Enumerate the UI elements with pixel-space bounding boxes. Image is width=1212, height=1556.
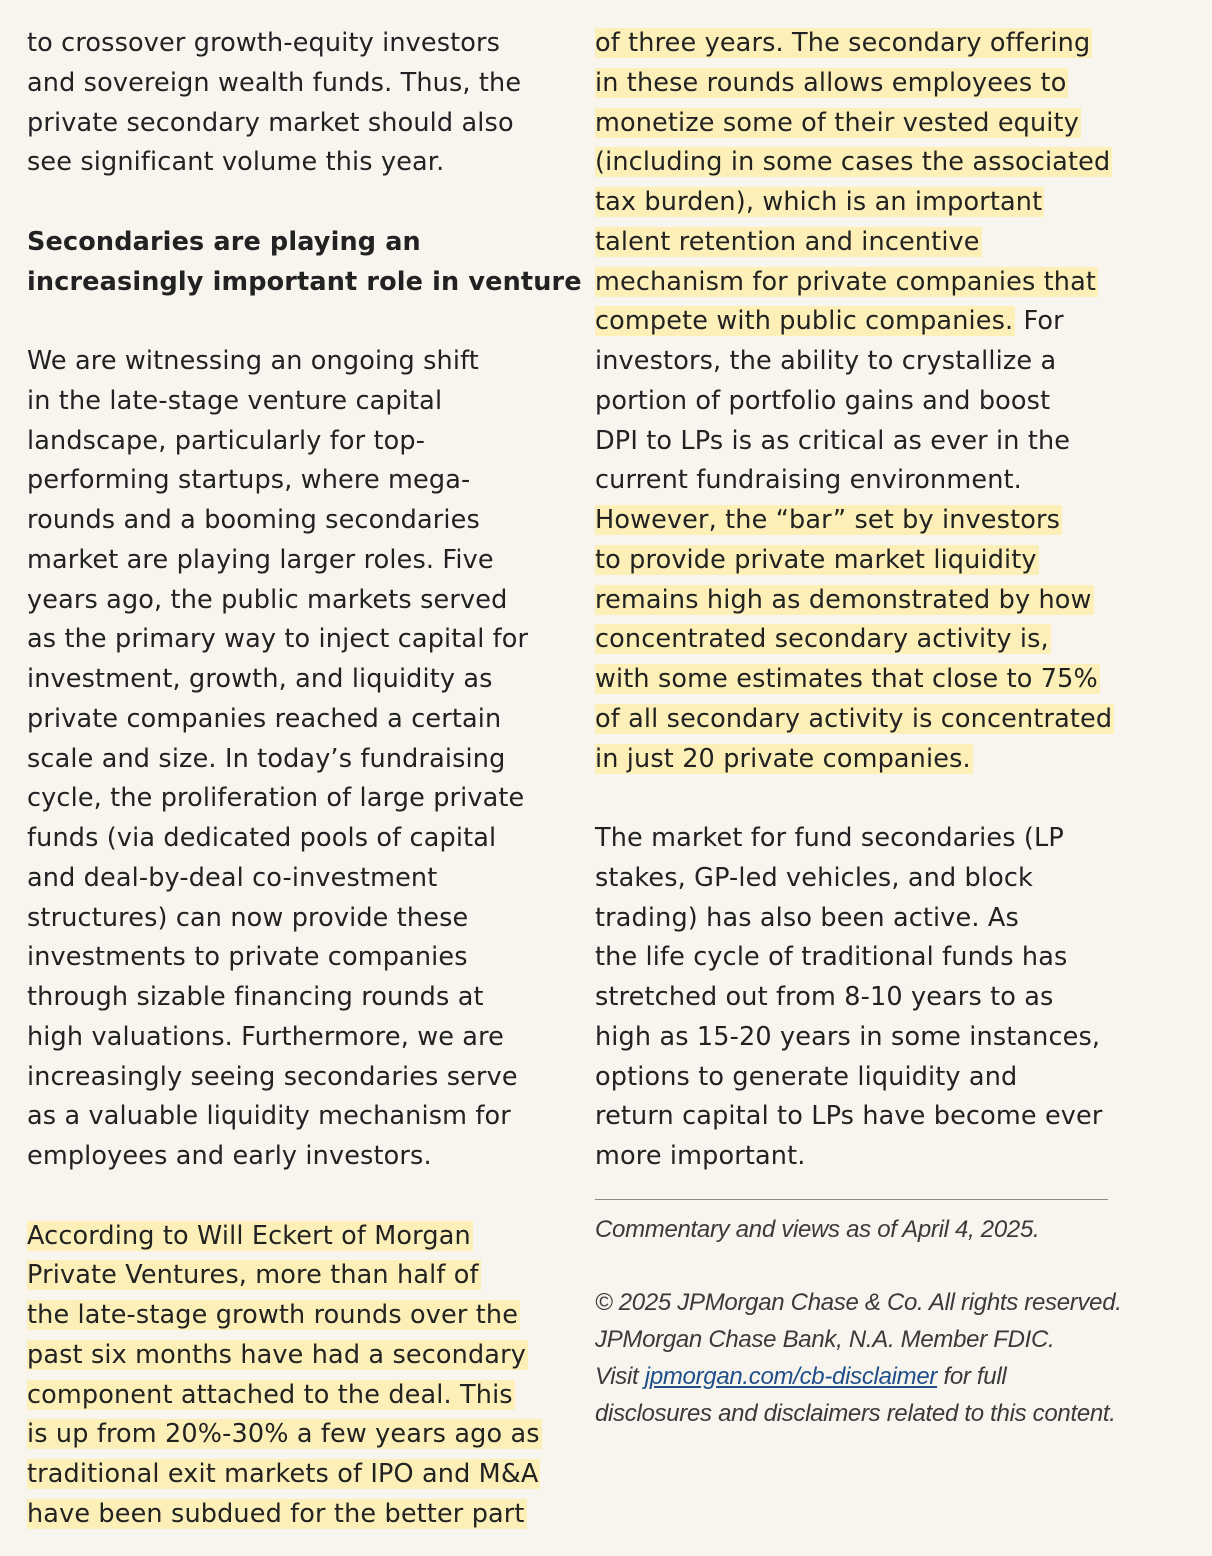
visit-line <box>595 1359 1110 1396</box>
right-column <box>595 24 1122 1432</box>
visit-suffix: for full <box>937 1362 1007 1390</box>
text-line: investments to private companies <box>27 942 468 973</box>
highlight-text: Private Ventures, more than half of <box>27 1260 479 1291</box>
text-line: cycle, the proliferation of large private <box>27 783 525 814</box>
text-line: increasingly seeing secondaries serve <box>27 1061 518 1092</box>
visit-prefix: Visit <box>595 1362 645 1390</box>
body-paragraph <box>595 819 1110 1177</box>
text-line <box>595 263 1110 303</box>
text-line: structures) can now provide these <box>27 902 469 933</box>
highlight-text: mechanism for private companies that <box>595 266 1097 297</box>
highlighted-line <box>27 1455 557 1495</box>
highlight-text: component attached to the deal. This <box>27 1379 513 1410</box>
highlight-text: of all secondary activity is concentrated <box>595 703 1113 734</box>
text-line: landscape, particularly for top- <box>27 425 426 456</box>
mixed-highlight-paragraph <box>595 24 1113 779</box>
text-line <box>595 740 1110 780</box>
highlighted-line <box>27 1256 557 1296</box>
text-line <box>595 581 1110 621</box>
text-line <box>595 143 1110 183</box>
text-line: portion of portfolio gains and boost <box>595 385 1051 416</box>
text-line: investment, growth, and liquidity as <box>27 664 493 694</box>
text-line <box>595 620 1110 660</box>
highlight-text: monetize some of their vested equity <box>595 107 1079 138</box>
text-line: market are playing larger roles. Five <box>27 544 494 575</box>
text-line: investors, the ability to crystallize a <box>595 346 1057 376</box>
text-line: employees and early investors. <box>27 1141 432 1171</box>
highlighted-paragraph <box>27 1217 557 1535</box>
highlighted-line <box>27 1336 557 1376</box>
highlight-text: in these rounds allows employees to <box>595 67 1067 98</box>
text-line: in the late-stage venture capital <box>27 385 443 416</box>
text-line: stretched out from 8-10 years to as <box>595 982 1054 1012</box>
left-column <box>27 24 582 1535</box>
text-line: performing startups, where mega- <box>27 465 471 496</box>
text-line <box>595 104 1110 144</box>
highlight-text: compete with public companies. <box>595 306 1014 337</box>
highlight-text: talent retention and incentive <box>595 226 980 257</box>
text-line: see significant volume this year. <box>27 147 445 178</box>
heading-line: Secondaries are playing an <box>27 226 421 257</box>
text-line: DPI to LPs is as critical as ever in the <box>595 425 1071 456</box>
text-line: high valuations. Furthermore, we are <box>27 1021 504 1052</box>
highlight-text: is up from 20%-30% a few years ago as <box>27 1419 540 1450</box>
highlight-text: concentrated secondary activity is, <box>595 624 1049 655</box>
text-line: as the primary way to inject capital for <box>27 624 529 655</box>
text-line: to crossover growth-equity investors <box>27 28 501 58</box>
text-line <box>595 64 1110 104</box>
highlight-text: of three years. The secondary offering <box>595 28 1091 58</box>
highlight-text: have been subdued for the better part <box>27 1498 525 1529</box>
footnote <box>595 1212 1122 1432</box>
text-line: and deal-by-deal co-investment <box>27 862 438 893</box>
text-line <box>595 24 1110 64</box>
text-line: high as 15-20 years in some instances, <box>595 1021 1101 1052</box>
text-line: and sovereign wealth funds. Thus, the <box>27 67 522 98</box>
footnote-divider <box>595 1199 1108 1200</box>
text-line: the life cycle of traditional funds has <box>595 942 1068 973</box>
highlight-text: According to Will Eckert of Morgan <box>27 1220 471 1251</box>
text-line: return capital to LPs have become ever <box>595 1101 1103 1132</box>
text-line: current fundraising environment. <box>595 465 1022 496</box>
highlight-text: past six months have had a secondary <box>27 1339 526 1370</box>
section-heading <box>27 223 582 303</box>
text-line <box>595 700 1113 740</box>
text-line: as a valuable liquidity mechanism for <box>27 1101 511 1132</box>
highlighted-line <box>27 1376 557 1416</box>
highlight-text: (including in some cases the associated <box>595 147 1111 178</box>
bank-line: JPMorgan Chase Bank, N.A. Member FDIC. <box>595 1326 1055 1354</box>
text-line <box>595 223 1110 263</box>
highlight-text: to provide private market liquidity <box>595 544 1037 575</box>
text-line <box>595 183 1110 223</box>
text-line: The market for fund secondaries (LP <box>595 823 1064 853</box>
text-line: trading) has also been active. As <box>595 902 1019 933</box>
text-line: private secondary market should also <box>27 107 514 138</box>
highlight-text: traditional exit markets of IPO and M&A <box>27 1459 539 1489</box>
disclaimer-link[interactable]: jpmorgan.com/cb-disclaimer <box>644 1362 938 1390</box>
text-line: through sizable financing rounds at <box>27 982 484 1012</box>
body-paragraph <box>27 342 557 1177</box>
text-line <box>595 541 1110 581</box>
text-line: rounds and a booming secondaries <box>27 505 480 535</box>
highlight-text: tax burden), which is an important <box>595 187 1043 217</box>
text-line: years ago, the public markets served <box>27 584 508 615</box>
text-line: private companies reached a certain <box>27 703 502 734</box>
highlight-text: remains high as demonstrated by how <box>595 584 1092 615</box>
text-line: scale and size. In today’s fundraising <box>27 743 506 774</box>
text-line <box>595 660 1110 700</box>
text-line: more important. <box>595 1141 806 1171</box>
highlighted-line <box>27 1415 557 1455</box>
plain-text: For <box>1015 306 1064 337</box>
heading-line: increasingly important role in venture <box>27 266 582 297</box>
highlighted-line <box>27 1296 557 1336</box>
highlight-text: in just 20 private companies. <box>595 743 971 774</box>
highlight-text: However, the “bar” set by investors <box>595 505 1061 535</box>
text-line: stakes, GP-led vehicles, and block <box>595 862 1033 893</box>
highlighted-line <box>27 1495 557 1535</box>
text-line: funds (via dedicated pools of capital <box>27 823 497 853</box>
text-line: options to generate liquidity and <box>595 1061 1018 1092</box>
highlighted-line <box>27 1217 557 1257</box>
commentary-date: Commentary and views as of April 4, 2025. <box>595 1215 1040 1243</box>
intro-paragraph <box>27 24 557 183</box>
copyright-line: © 2025 JPMorgan Chase & Co. All rights reserved. <box>595 1289 1122 1317</box>
disclosures-line: disclosures and disclaimers related to this content. <box>595 1399 1116 1427</box>
text-line: We are witnessing an ongoing shift <box>27 346 479 376</box>
text-line <box>595 501 1110 541</box>
text-line <box>595 302 1110 342</box>
highlight-text: the late-stage growth rounds over the <box>27 1300 519 1330</box>
highlight-text: with some estimates that close to 75% <box>595 664 1098 694</box>
